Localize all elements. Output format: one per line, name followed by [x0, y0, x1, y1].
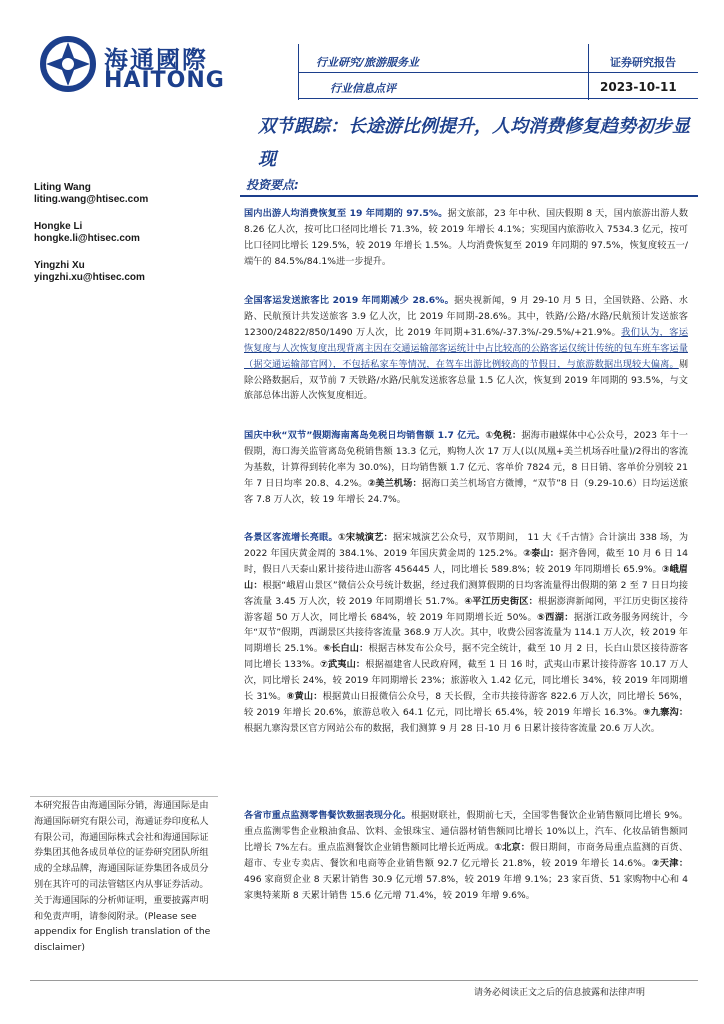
author-list [34, 182, 214, 299]
author-email-link[interactable]: liting.wang@htisec.com [34, 194, 149, 205]
item-marker: ④平江历史街区： [464, 595, 538, 607]
paragraph-text: 据齐鲁网，截至 10 月 6 日 14 时，假日八天泰山累计接待进山游客 456445 人，同比增长 589.8%；较 2019 年同期增长 65.9%。 [244, 547, 689, 575]
footer-rule [30, 980, 698, 981]
item-marker: ⑨九寨沟： [642, 706, 689, 718]
item-marker: ⑦武夷山： [320, 659, 366, 671]
paragraph-text: 根据澎湃新闻网，平江历史街区接待游客超 50 万人次，同比增长 684%，较 2019 年同期增长近 50%。 [244, 595, 688, 623]
paragraph-underlined-view: 我们认为，客运恢复度与人次恢复度出现背离主因在交通运输部客运统计中占比较高的公路客运仅统计传统的包车班车客运量（据交通运输部官网），不包括私家车等情况，在驾车出游比例较高的节假日，与旅游数据出现较大偏离。 [244, 326, 689, 370]
paragraph-text: 据宋城演艺公众号，双节期间， 11 大《千古情》合计演出 338 场，为 2022 年国庆黄金周的 384.1%、2019 年国庆黄金周的 125.2%。 [244, 532, 689, 559]
section-rule [240, 195, 698, 197]
paragraph-text: 根据福建省人民政府网，截至 1 日 16 时，武夷山市累计接待游客 10.17 万人次，同比增长 24%，较 2019 年同期增长 23%；旅游收入 1.42 亿元，同比增长 34%，较 2019 年同期增长 31%。 [244, 659, 689, 703]
item-marker: ⑧黄山： [286, 691, 323, 703]
paragraph-text: 根据财联社，假期前七天，全国零售餐饮企业销售额同比增长 9%。重点监测零售企业粮油食品、饮料、金银珠宝、通信器材销售额同比增长 10%以上，汽车、化妆品销售额同比增长 7%左右。重点监测餐饮企业销售额同比增长近两成。 [244, 810, 688, 853]
paragraph-lead: 各景区客流增长亮眼。 [244, 532, 338, 543]
item-marker: ①免税： [485, 430, 522, 441]
author-email-link[interactable]: yingzhi.xu@htisec.com [34, 272, 145, 283]
author-entry [34, 260, 214, 284]
paragraph-text: 根据“峨眉山景区”微信公众号统计数据，经过我们测算假期的日均客流量得出假期的第 2 至 7 日日均接客流量 3.45 万人次，较 2019 年同期增长 51.7%。 [244, 579, 689, 607]
paragraph-text: 剔除公路数据后，双节前 7 天铁路/水路/民航发送旅客总量 1.5 亿人次，恢复到 2019 年同期的 93.5%，与文旅部总体出游人次恢复度相近。 [244, 358, 688, 402]
haitong-logo-icon [40, 36, 96, 92]
report-type: 行业信息点评 [330, 82, 396, 95]
paragraph-text: 根据吉林发布公众号，据不完全统计，截至 10 月 2 日，长白山景区接待游客同比增长 133%。 [244, 643, 689, 671]
author-name: Hongke Li [34, 221, 83, 232]
report-date: 2023-10-11 [600, 80, 677, 94]
paragraph-text: 根据九寨沟景区官方网站公布的数据，我们测算 9 月 28 日-10 月 6 日累计接待客流量 20.6 万人次。 [244, 722, 660, 734]
author-name: Yingzhi Xu [34, 260, 85, 271]
header-bottom-rule [298, 98, 698, 99]
footer-notice: 请务必阅读正文之后的信息披露和法律声明 [474, 988, 646, 998]
disclaimer-text: 本研究报告由海通国际分销，海通国际是由海通国际研究有限公司，海通证券印度私人有限公司，海通国际株式会社和海通国际证券集团其他各成员单位的证券研究团队所组成的全球品牌，海通国际证券集团各成员分别在其许可的司法管辖区内从事证券活动。关于海通国际的分析师证明，重要披露声明和免责声明，请参阅附录。(Please see appendix for English translation of the disclaimer) [34, 800, 211, 954]
report-category: 行业研究/旅游服务业 [316, 56, 420, 69]
paragraph-consumption [244, 206, 688, 270]
author-entry [34, 182, 214, 206]
paragraph-lead: 国内出游人均消费恢复至 19 年同期的 97.5%。 [244, 208, 448, 219]
item-marker: ③峨眉山： [244, 563, 688, 591]
paragraph-text: 根据黄山日报微信公众号，8 天长假，全市共接待游客 822.6 万人次，同比增长 56%，较 2019 年增长 20.6%，旅游总收入 64.1 亿元，同比增长 65.4%，较 2019 年增长 16.3%。 [244, 691, 689, 718]
paragraph-hainan-dutyfree [244, 428, 688, 508]
item-marker: ②美兰机场： [367, 477, 422, 489]
paragraph-text: 假日期间，市商务局重点监测的百货、超市、专业专卖店、餐饮和电商等企业销售额 92.7 亿元增长 21.8%，较 2019 年增长 14.6%。 [244, 841, 689, 869]
paragraph-text: 据央视新闻，9 月 29-10 月 5 日，全国铁路、公路、水路、民航预计共发送旅客 3.9 亿人次，比 2019 年同期-28.6%。其中，铁路/公路/水路/民航预计发送旅客 12300/24822/850/1490 万人次，比 2019 年同期+31.6%/-37.3%/-29.5%/+21.9%。 [244, 295, 688, 338]
header-middle-rule [298, 72, 698, 73]
paragraph-text: 496 家商贸企业 8 天累计销售 30.9 亿元增 57.8%，较 2019 年增 9.1%；23 家百货、51 家购物中心和 4 家奥特莱斯 8 天累计销售 15.6 亿元增 71.4%，较 2019 年增 9.6%。 [244, 873, 688, 901]
item-marker: ⑤西湖： [537, 611, 574, 623]
paragraph-text: 据浙江政务服务网统计，今年“双节”假期，西湖景区共接待客流量 368.9 万人次。其中，收费公园客流量为 114.1 万人次，较 2019 年同期增长 25.1%。 [244, 611, 689, 655]
report-label: 证券研究报告 [610, 56, 676, 69]
paragraph-lead: 国庆中秋“双节”假期海南离岛免税日均销售额 1.7 亿元。 [244, 430, 486, 441]
paragraph-scenic-spots [244, 530, 688, 737]
item-marker: ①宋城演艺： [337, 532, 393, 543]
item-marker: ②泰山： [523, 547, 560, 559]
author-name: Liting Wang [34, 182, 91, 193]
item-marker: ①北京： [494, 841, 531, 853]
author-entry [34, 221, 214, 245]
item-marker: ⑥长白山： [323, 643, 369, 655]
paragraph-text: 据海口美兰机场官方微博，“双节”8 日（9.29-10.6）日均运送旅客 7.8 万人次，较 19 年增长 24.7%。 [244, 477, 689, 505]
paragraph-retail-catering [244, 808, 688, 903]
brand-name-cn: 海通國際 [104, 46, 208, 74]
paragraph-text: 据海市融媒体中心公众号，2023 年十一假期，海口海关监管离岛免税销售额 13.3 亿元，购物人次 17 万人(以(凤凰+美兰机场吞吐量)/2得出的客流为基数，计算得到转化率为 30.0%)，日均销售额 1.7 亿元、客单价 7824 元，8 日日销、客单价分别较 21 年 7 日日均率 20.8、4.2%。 [244, 430, 688, 489]
author-email-link[interactable]: hongke.li@htisec.com [34, 233, 140, 244]
paragraph-text: 据文旅部，23 年中秋、国庆假期 8 天，国内旅游出游人数 8.26 亿人次，按可比口径同比增长 71.3%，较 2019 年增长 4.1%；实现国内旅游收入 7534.3 亿元，按可比口径同比增长 129.5%，较 2019 年增长 1.5%。人均消费恢复至 2019 年同期的 97.5%，恢复度较五一/端午的 84.5%/84.1%进一步提升。 [244, 208, 689, 267]
paragraph-passenger-transport [244, 293, 688, 404]
paragraph-lead: 各省市重点监测零售餐饮数据表现分化。 [244, 810, 411, 821]
brand-name-en: HAITONG [104, 68, 225, 93]
paragraph-lead: 全国客运发送旅客比 2019 年同期减少 28.6%。 [244, 295, 455, 306]
section-title: 投资要点: [246, 178, 299, 192]
page-title: 双节跟踪：长途游比例提升，人均消费修复趋势初步显现 [258, 116, 690, 170]
item-marker: ②天津： [651, 857, 689, 869]
